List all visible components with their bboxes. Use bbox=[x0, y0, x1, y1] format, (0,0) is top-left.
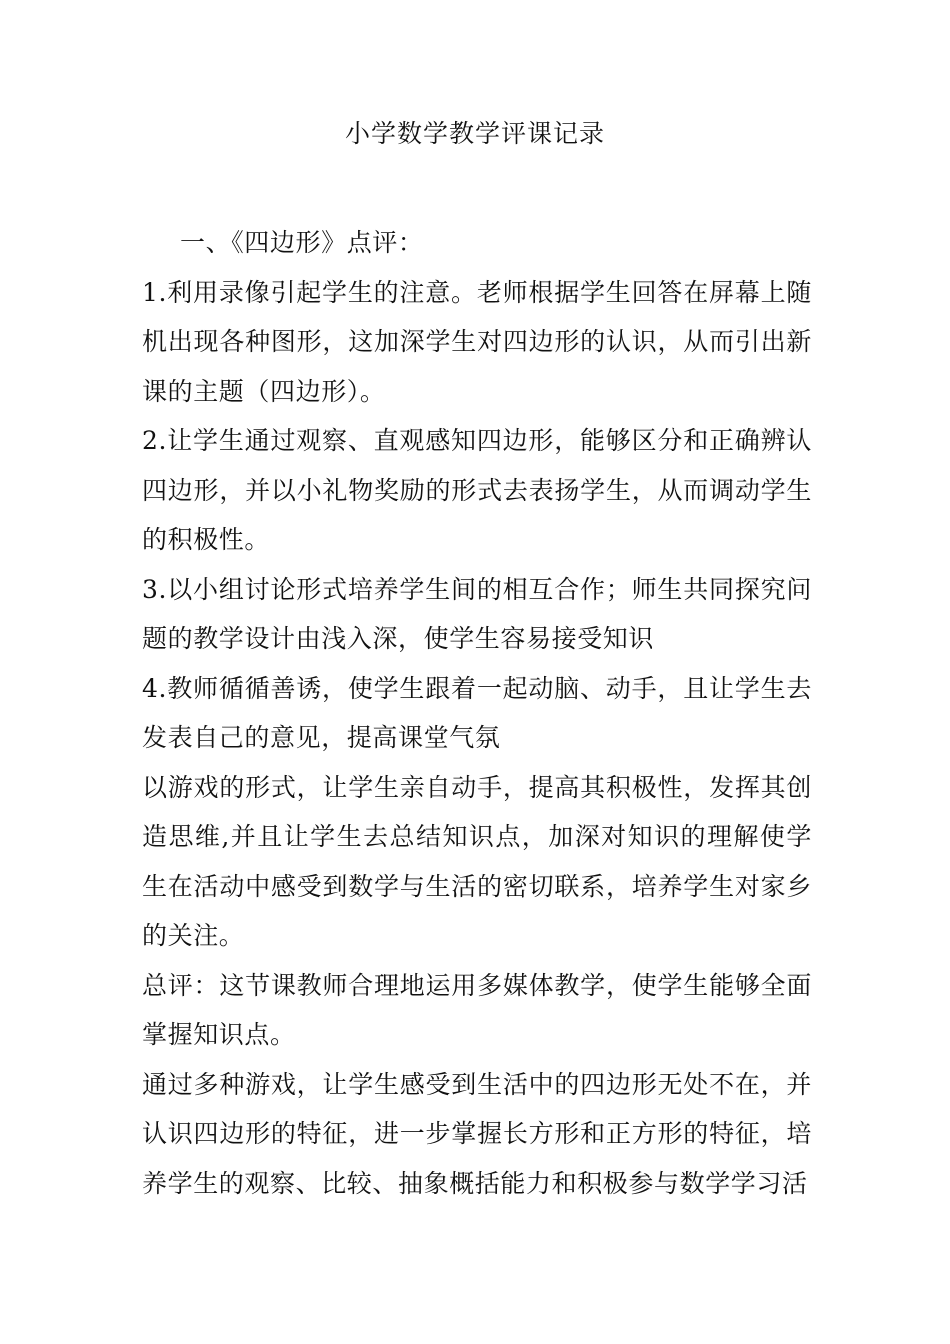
paragraph-2: 2.让学生通过观察、直观感知四边形，能够区分和正确辨认四边形，并以小礼物奖励的形式去表扬学生，从而调动学生的积极性。 bbox=[142, 426, 812, 554]
document-title: 小学数学教学评课记录 bbox=[344, 119, 605, 148]
paragraph-3: 3.以小组讨论形式培养学生间的相互合作；师生共同探究问题的教学设计由浅入深，使学生容易接受知识 bbox=[142, 574, 812, 653]
paragraph-4: 4.教师循循善诱，使学生跟着一起动脑、动手，且让学生去发表自己的意见，提高课堂气氛 bbox=[142, 673, 812, 752]
document-body bbox=[142, 218, 812, 1208]
paragraph-1: 1.利用录像引起学生的注意。老师根据学生回答在屏幕上随机出现各种图形，这加深学生对四边形的认识，从而引出新课的主题（四边形）。 bbox=[142, 277, 812, 406]
section-heading: 一、《四边形》点评： bbox=[180, 228, 424, 257]
paragraph-summary: 总评：这节课教师合理地运用多媒体教学，使学生能够全面掌握知识点。 bbox=[142, 970, 812, 1049]
paragraph-games: 以游戏的形式，让学生亲自动手，提高其积极性，发挥其创造思维,并且让学生去总结知识点，加深对知识的理解使学生在活动中感受到数学与生活的密切联系，培养学生对家乡的关注。 bbox=[142, 772, 812, 950]
paragraph-closing: 通过多种游戏，让学生感受到生活中的四边形无处不在，并认识四边形的特征，进一步掌握长方形和正方形的特征，培养学生的观察、比较、抽象概括能力和积极参与数学学习活 bbox=[142, 1069, 812, 1198]
